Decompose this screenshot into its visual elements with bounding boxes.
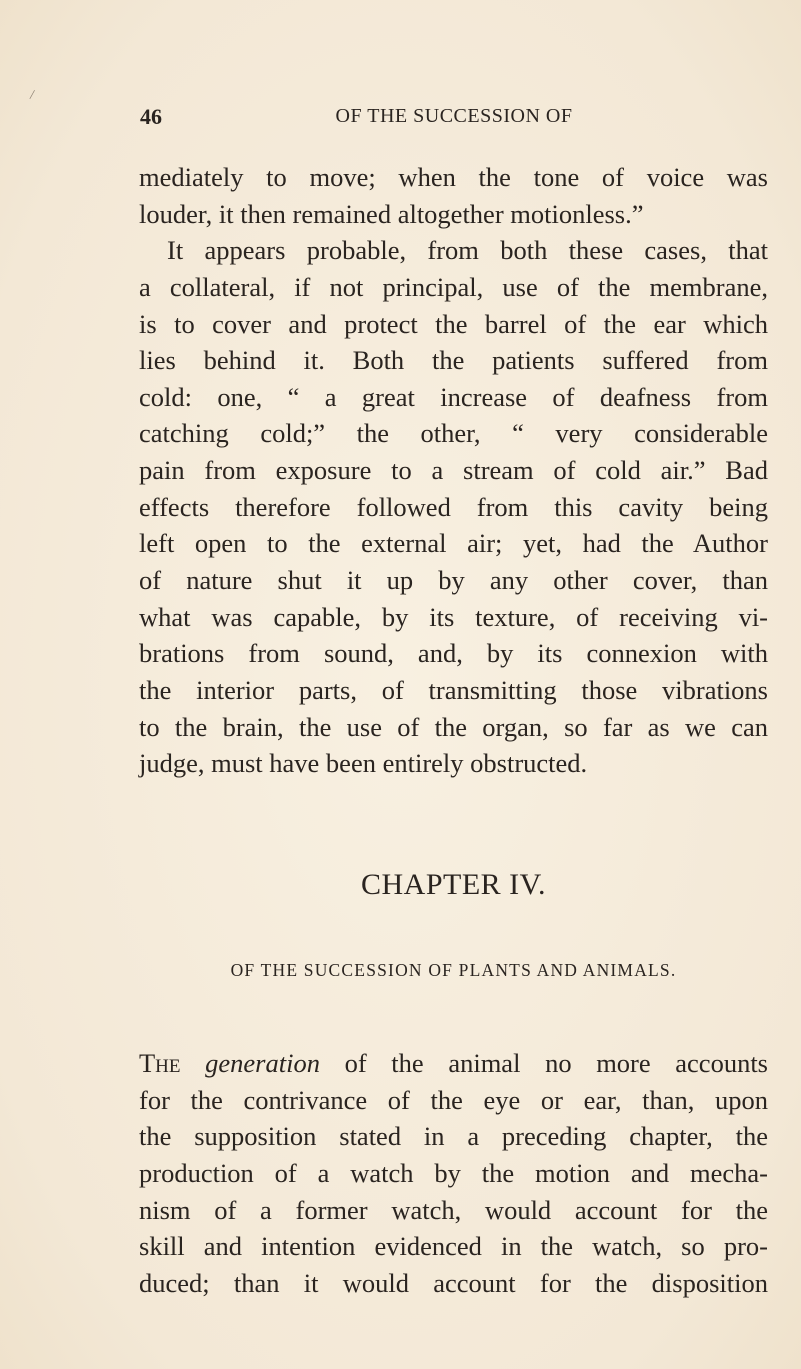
opening-word: The <box>139 1048 181 1078</box>
margin-pencil-mark: / <box>28 87 36 104</box>
first-line-rest: of the animal no more accounts <box>319 1048 768 1078</box>
text-line: lies behind it. Both the patients suffered from <box>139 345 768 376</box>
text-line: of nature shut it up by any other cover, than <box>139 565 768 596</box>
text-line: pain from exposure to a stream of cold air.” Bad <box>139 455 768 486</box>
text-line: mediately to move; when the tone of voice was <box>139 162 768 192</box>
text-line: louder, it then remained altogether motionless.” <box>139 198 644 229</box>
text-line: the interior parts, of transmitting those vibrations <box>139 674 768 705</box>
text-line: cold: one, “ a great increase of deafness from <box>139 381 768 412</box>
running-head-title: OF THE SUCCESSION OF <box>335 105 573 127</box>
chapter-subtitle: OF THE SUCCESSION OF PLANTS AND ANIMALS. <box>230 960 677 980</box>
text-line: judge, must have been entirely obstructed. <box>139 748 588 779</box>
body-paragraph-1 <box>139 159 768 782</box>
text-line: production of a watch by the motion and mecha- <box>139 1157 768 1188</box>
text-line: is to cover and protect the barrel of the ear which <box>139 308 768 339</box>
text-line: nism of a former watch, would account for the <box>139 1194 768 1225</box>
page-number: 46 <box>140 104 162 129</box>
text-line: duced; than it would account for the disposition <box>139 1267 768 1298</box>
text-line: what was capable, by its texture, of receiving vi- <box>139 601 768 632</box>
text-line: skill and intention evidenced in the watch, so pro- <box>139 1231 768 1262</box>
text-line: for the contrivance of the eye or ear, than, upon <box>139 1084 768 1115</box>
text-line: to the brain, the use of the organ, so far as we can <box>139 711 768 742</box>
text-line <box>139 1045 768 1082</box>
text-line: It appears probable, from both these cases, that <box>167 235 768 266</box>
text-line: a collateral, if not principal, use of the membrane, <box>139 271 768 302</box>
text-line: brations from sound, and, by its connexion with <box>139 638 768 669</box>
running-head <box>140 104 768 132</box>
chapter-title: CHAPTER IV. <box>361 868 546 901</box>
text-line: the supposition stated in a preceding chapter, the <box>139 1121 768 1152</box>
text-line: catching cold;” the other, “ very considerable <box>139 418 768 449</box>
italic-word: generation <box>205 1048 320 1078</box>
text-line: left open to the external air; yet, had the Author <box>139 528 768 559</box>
body-paragraph-2 <box>139 1045 768 1301</box>
text-line: effects therefore followed from this cavity being <box>139 491 768 522</box>
